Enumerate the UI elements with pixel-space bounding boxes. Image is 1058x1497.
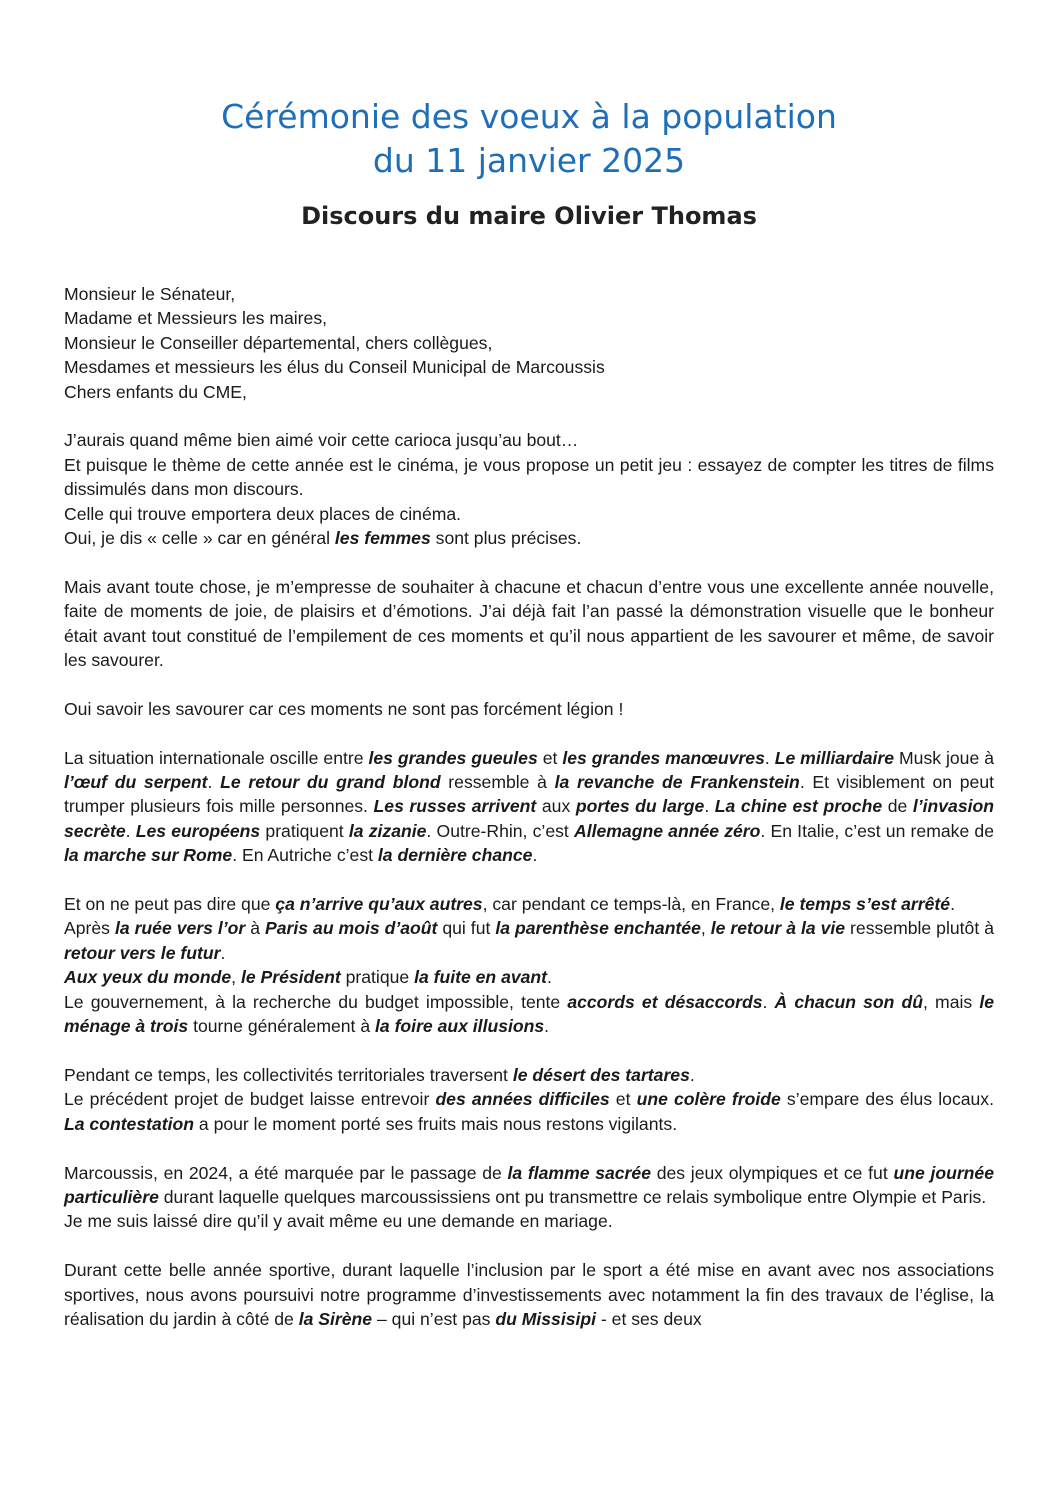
speech-text-run: aux	[536, 796, 576, 817]
speech-text-run: .	[762, 991, 775, 1012]
film-title-emphasis: Les européens	[135, 820, 261, 841]
salutation-line: Mesdames et messieurs les élus du Conseil Municipal de Marcoussis	[64, 357, 605, 378]
speech-text-run: .	[950, 894, 955, 915]
speech-paragraph	[64, 1161, 994, 1234]
film-title-emphasis: Le milliardaire	[774, 747, 895, 768]
speech-text-run: . En Autriche c’est	[232, 845, 378, 866]
page-title: Cérémonie des voeux à la population	[221, 97, 837, 136]
speech-text-run: qui fut	[437, 918, 496, 939]
speech-text-run: pratique	[340, 967, 415, 988]
speech-text-run: , car pendant ce temps-là, en France,	[482, 894, 780, 915]
film-title-emphasis: la flamme sacrée	[507, 1162, 651, 1183]
speech-text-run: et	[537, 747, 563, 768]
speech-text-run: Mais avant toute chose, je m’empresse de souhaiter à chacune et chacun d’entre vous une excellente année nouvelle, faite de moments de joie, de plaisirs et d’émotions. J’ai déjà fait l’an passé la démonstration visuelle que le bonheur était avant tout constitué de l’empilement de ces moments et qu’il nous appartient de les savourer et même, de savoir les savourer.	[64, 576, 994, 671]
speech-text-run: .	[220, 942, 226, 963]
speech-text-run: de	[882, 796, 913, 817]
film-title-emphasis: retour vers le futur	[64, 942, 221, 963]
speech-text-run: a pour le moment porté ses fruits mais nous restons vigilants.	[194, 1113, 678, 1134]
salutations-block	[64, 282, 994, 404]
film-title-emphasis: Les russes arrivent	[373, 796, 537, 817]
page-subtitle: Discours du maire Olivier Thomas	[301, 202, 757, 230]
speech-text-run: ressemble plutôt à	[845, 918, 994, 939]
speech-text-run: Durant cette belle année sportive, durant laquelle l’inclusion par le sport a été mise en avant avec nos associations sportives, nous avons poursuivi notre programme d’investissements avec notamment la fin des travaux de l’église, la réalisation du jardin à côté de	[64, 1260, 994, 1329]
speech-text-run: J’aurais quand même bien aimé voir cette carioca jusqu’au bout…	[64, 430, 579, 451]
speech-paragraph	[64, 746, 994, 868]
film-title-emphasis: la ruée vers l’or	[114, 918, 246, 939]
speech-paragraph	[64, 428, 994, 550]
speech-text-run: Et on ne peut pas dire que	[64, 894, 276, 915]
speech-text-run: .	[704, 796, 715, 817]
film-title-emphasis: Allemagne année zéro	[574, 820, 761, 841]
speech-text-run: . Et visiblement on peut trumper plusieurs fois mille personnes.	[64, 772, 995, 817]
speech-text-run: pratiquent	[260, 820, 349, 841]
speech-text-run: Le précédent projet de budget laisse entrevoir	[64, 1089, 436, 1110]
salutation-line: Monsieur le Sénateur,	[64, 284, 236, 304]
film-title-emphasis: la revanche de Frankenstein	[554, 772, 800, 793]
film-title-emphasis: le temps s’est arrêté	[779, 894, 951, 915]
film-title-emphasis: la Sirène	[298, 1308, 373, 1329]
speech-text-run: , mais	[923, 991, 980, 1012]
speech-paragraph	[64, 575, 994, 673]
film-title-emphasis: les femmes	[334, 528, 431, 549]
film-title-emphasis: La chine est proche	[714, 796, 883, 817]
film-title-emphasis: la parenthèse enchantée	[495, 918, 701, 939]
speech-text-run: et	[609, 1089, 637, 1110]
film-title-emphasis: du Missisipi	[495, 1308, 597, 1329]
film-title-emphasis: Aux yeux du monde	[64, 967, 232, 988]
speech-text-run: La situation internationale oscille entre	[64, 747, 369, 768]
speech-text-run: des jeux olympiques et ce fut	[650, 1162, 894, 1183]
speech-text-run: . Outre-Rhin, c’est	[426, 820, 574, 841]
speech-paragraph	[64, 1063, 994, 1136]
speech-paragraph	[64, 892, 994, 1038]
speech-text-run: Oui, je dis « celle » car en général	[64, 528, 335, 549]
film-title-emphasis: une journée particulière	[64, 1162, 994, 1207]
speech-text-run: - et ses deux	[596, 1308, 702, 1329]
speech-text-run: tourne généralement à	[188, 1016, 376, 1037]
speech-text-run: sont plus précises.	[430, 528, 582, 549]
film-title-emphasis: ça n’arrive qu’aux autres	[275, 894, 483, 915]
film-title-emphasis: des années difficiles	[435, 1089, 610, 1110]
speech-text-run: Musk joue à	[894, 747, 994, 768]
film-title-emphasis: la fuite en avant	[414, 967, 548, 988]
speech-text-run: à	[245, 918, 266, 939]
salutation-line: Monsieur le Conseiller départemental, chers collègues,	[64, 332, 493, 353]
film-title-emphasis: le retour à la vie	[710, 918, 846, 939]
salutation-line: Chers enfants du CME,	[64, 381, 247, 402]
speech-text-run: .	[547, 967, 552, 988]
speech-text-run: .	[125, 820, 136, 841]
page-title-date: du 11 janvier 2025	[372, 141, 686, 180]
film-title-emphasis: l’œuf du serpent	[64, 772, 208, 793]
film-title-emphasis: Le retour du grand blond	[220, 772, 441, 793]
speech-text-run: Pendant ce temps, les collectivités territoriales traversent	[64, 1064, 513, 1085]
speech-text-run: ressemble à	[440, 772, 555, 793]
film-title-emphasis: les grandes manœuvres	[562, 747, 765, 768]
film-title-emphasis: le désert des tartares	[512, 1064, 690, 1085]
speech-paragraph	[64, 1258, 994, 1331]
salutation-line: Madame et Messieurs les maires,	[64, 308, 328, 329]
speech-text-run: durant laquelle quelques marcoussissiens ont pu transmettre ce relais symbolique entre Olympie et Paris.	[158, 1186, 987, 1207]
film-title-emphasis: la zizanie	[348, 820, 427, 841]
speech-text-run: Celle qui trouve emportera deux places de cinéma.	[64, 503, 462, 524]
speech-text-run: .	[689, 1064, 695, 1085]
film-title-emphasis: la marche sur Rome	[64, 845, 233, 866]
speech-text-run: .	[544, 1016, 550, 1037]
speech-text-run: Et puisque le thème de cette année est le cinéma, je vous propose un petit jeu : essayez de compter les titres de films dissimulés dans mon discours.	[64, 454, 994, 500]
speech-text-run: Le gouvernement, à la recherche du budget impossible, tente	[64, 991, 568, 1012]
speech-text-run: s’empare des élus locaux.	[780, 1089, 994, 1110]
speech-text-run: ,	[231, 967, 241, 988]
film-title-emphasis: la dernière chance	[377, 845, 533, 866]
speech-text-run: . En Italie, c’est un remake de	[760, 820, 994, 841]
speech-text-run: Après	[64, 918, 115, 939]
film-title-emphasis: À chacun son dû	[774, 991, 924, 1012]
film-title-emphasis: Paris au mois d’août	[265, 918, 438, 939]
film-title-emphasis: les grandes gueules	[368, 747, 538, 768]
speech-paragraph	[64, 697, 994, 721]
speech-text-run: .	[532, 845, 538, 866]
speech-body	[64, 282, 994, 1331]
film-title-emphasis: accords et désaccords	[567, 991, 763, 1012]
film-title-emphasis: le ménage à trois	[64, 991, 994, 1037]
speech-text-run: .	[207, 772, 221, 793]
film-title-emphasis: une colère froide	[636, 1089, 781, 1110]
film-title-emphasis: La contestation	[64, 1113, 195, 1134]
speech-text-run: ,	[700, 918, 711, 939]
speech-text-run: – qui n’est pas	[372, 1308, 496, 1329]
film-title-emphasis: l’invasion secrète	[64, 796, 995, 841]
film-title-emphasis: la foire aux illusions	[375, 1016, 545, 1037]
speech-text-run: .	[764, 747, 775, 768]
speech-text-run: Marcoussis, en 2024, a été marquée par le passage de	[64, 1162, 508, 1183]
speech-text-run: Oui savoir les savourer car ces moments ne sont pas forcément légion !	[64, 698, 624, 719]
speech-text-run: Je me suis laissé dire qu’il y avait même eu une demande en mariage.	[64, 1211, 613, 1232]
film-title-emphasis: le Président	[240, 967, 341, 988]
film-title-emphasis: portes du large	[575, 796, 705, 817]
